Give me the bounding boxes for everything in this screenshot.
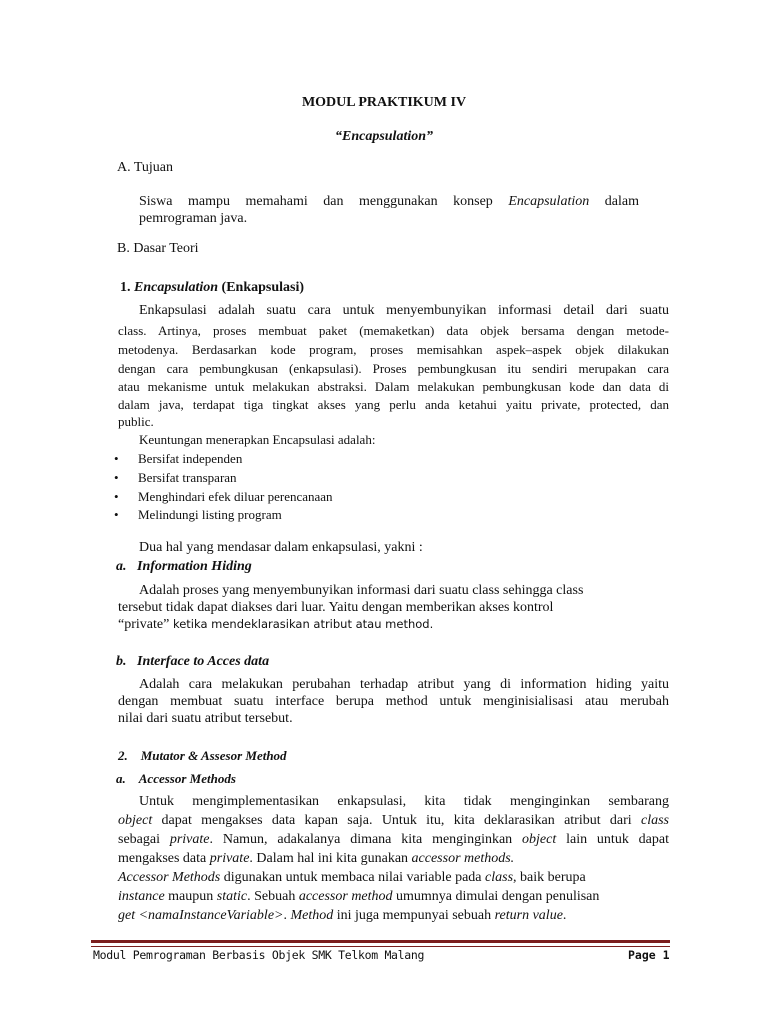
accessor-line-1: Untuk mengimplementasikan enkapsulasi, kita tidak menginginkan sembarang: [139, 794, 669, 809]
accessor-line-3: sebagai private. Namun, adakalanya dimana kita menginginkan object lain untuk dapat: [118, 832, 669, 847]
section-b-heading: B. Dasar Teori: [117, 241, 199, 256]
enkapsulasi-para-line-7: public.: [118, 414, 154, 429]
accessor-line-4: mengakses data private. Dalam hal ini kita gunakan accessor methods.: [118, 851, 515, 866]
accessor-line-6: instance maupun static. Sebuah accessor method umumnya dimulai dengan penulisan: [118, 889, 600, 904]
accessor-heading: a. Accessor Methods: [116, 771, 236, 786]
info-hiding-line-1: Adalah proses yang menyembunyikan informasi dari suatu class sehingga class: [139, 583, 584, 598]
interface-line-1: Adalah cara melakukan perubahan terhadap atribut yang di information hiding yaitu: [139, 677, 669, 692]
subsection-2-heading: 2. Mutator & Assesor Method: [118, 748, 287, 763]
page-number: Page 1: [628, 948, 670, 962]
information-hiding-heading: a. Information Hiding: [116, 559, 252, 574]
section-a-heading: A. Tujuan: [117, 160, 174, 175]
enkapsulasi-para-line-5: atau mekanisme untuk melakukan abstraksi. Dalam melakukan pembungkusan kode dan data di: [118, 379, 669, 394]
subsection-1-heading: 1. Encapsulation (Enkapsulasi): [120, 280, 305, 295]
interface-line-3: nilai dari suatu atribut tersebut.: [118, 711, 293, 726]
interface-heading: b. Interface to Acces data: [116, 654, 270, 669]
info-hiding-line-2: tersebut tidak dapat diakses dari luar. Yaitu dengan memberikan akses kontrol: [118, 600, 554, 615]
dua-hal-text: Dua hal yang mendasar dalam enkapsulasi, yakni :: [139, 540, 423, 555]
enkapsulasi-para-line-2: class. Artinya, proses membuat paket (memaketkan) data objek bersama dengan metode-: [118, 323, 669, 338]
tujuan-line-2: pemrograman java.: [139, 211, 248, 226]
enkapsulasi-para-line-4: dengan cara pembungkusan (enkapsulasi). Proses pembungkusan itu sendiri merupakan cara: [118, 361, 669, 376]
enkapsulasi-para-line-6: dalam java, terdapat tiga tingkat akses yang perlu anda ketahui yaitu private, protected, dan: [118, 397, 669, 412]
enkapsulasi-para-line-1: Enkapsulasi adalah suatu cara untuk menyembunyikan informasi detail dari suatu: [139, 303, 669, 318]
accessor-line-5: Accessor Methods digunakan untuk membaca nilai variable pada class, baik berupa: [118, 870, 586, 885]
footer-rule-thin: [91, 946, 670, 947]
footer-title: Modul Pemrograman Berbasis Objek SMK Telkom Malang: [93, 948, 425, 962]
interface-line-2: dengan membuat suatu interface berupa method untuk menginisialisasi atau merubah: [118, 694, 669, 709]
footer-rule-thick: [91, 940, 670, 943]
keuntungan-intro: Keuntungan menerapkan Encapsulasi adalah:: [139, 432, 376, 447]
accessor-line-7: get <namaInstanceVariable>. Method ini juga mempunyai sebuah return value.: [118, 908, 567, 923]
accessor-line-2: object dapat mengakses data kapan saja. Untuk itu, kita deklarasikan atribut dari class: [118, 813, 669, 828]
document-title: MODUL PRAKTIKUM IV: [301, 95, 467, 110]
tujuan-line-1: Siswa mampu memahami dan menggunakan konsep Encapsulation dalam: [139, 194, 639, 209]
document-subtitle: “Encapsulation”: [334, 129, 434, 144]
info-hiding-line-3: “private” ketika mendeklarasikan atribut atau method.: [118, 617, 434, 632]
enkapsulasi-para-line-3: metodenya. Berdasarkan kode program, proses memisahkan aspek–aspek objek dilakukan: [118, 342, 669, 357]
